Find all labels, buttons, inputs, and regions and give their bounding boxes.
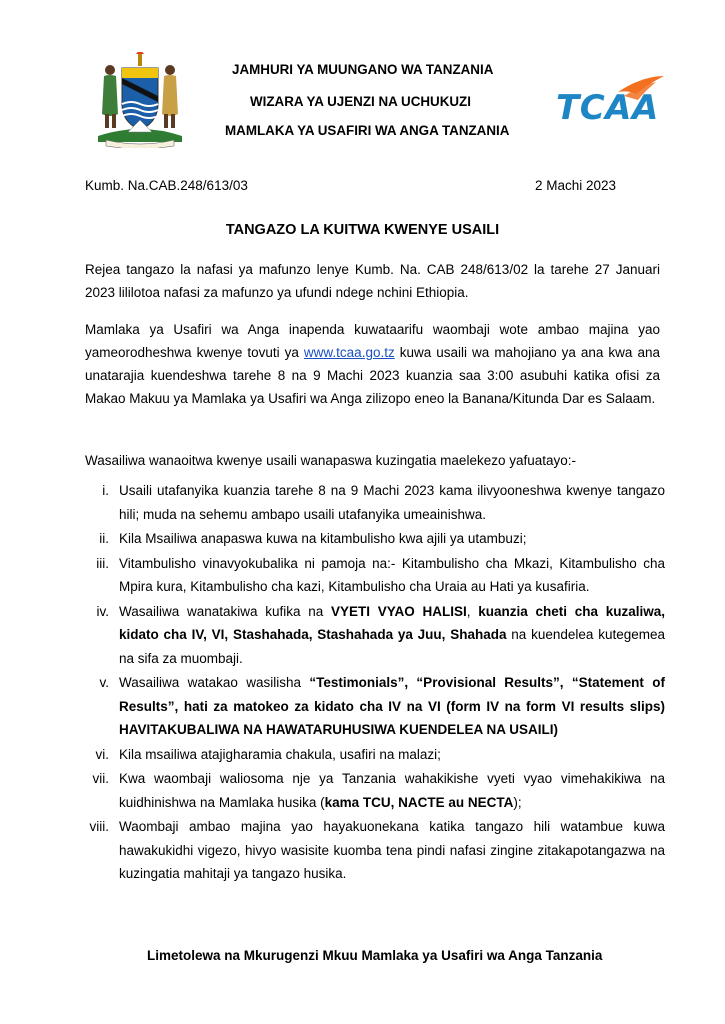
document-date: 2 Machi 2023	[535, 178, 617, 193]
announcement-text-before: Mamlaka ya Usafiri wa Anga inapenda kuwataarifu waombaji wote ambao majina yao yameorodheshwa kwenye tovuti ya	[85, 322, 660, 360]
coat-of-arms-emblem	[92, 52, 188, 148]
list-item-number: i.	[102, 483, 109, 498]
list-item	[85, 527, 665, 551]
list-item-text: Kila msailiwa atajigharamia chakula, usafiri na malazi;	[119, 746, 441, 762]
tcaa-logo-text: TCAA	[556, 88, 659, 128]
list-item-text: );	[513, 794, 522, 810]
list-item	[85, 552, 665, 599]
list-item	[85, 767, 665, 814]
list-item-text: ,	[466, 603, 479, 619]
list-item-text: Wasailiwa watakao wasilisha	[119, 675, 310, 690]
list-item-text: na kuendelea kutegemea na sifa za muombaji.	[119, 627, 666, 666]
list-item-text: Usaili utafanyika kuanzia tarehe 8 na 9 Machi 2023 kama ilivyooneshwa kwenye tangazo hili; muda na sehemu ambapo usaili utafanyika umeainishwa.	[119, 483, 665, 522]
list-item-text: Waombaji ambao majina yao hayakuonekana katika tangazo hili watambue kuwa hawakukidhi vigezo, hivyo wasisite kuomba tena pindi nafasi zingine zitakapotangazwa na kuzingatia mahitaji ya tangazo husika.	[119, 819, 665, 881]
list-item	[85, 815, 665, 886]
paragraph-intro: Rejea tangazo la nafasi ya mafunzo lenye Kumb. Na. CAB 248/613/02 la tarehe 27 Januari 2023 lililotoa nafasi za mafunzo ya ufundi ndege nchini Ethiopia.	[85, 262, 660, 300]
header-authority: MAMLAKA YA USAFIRI WA ANGA TANZANIA	[225, 123, 510, 138]
list-item-number: vi.	[95, 746, 109, 762]
list-item-bold: kuanzia cheti cha kuzaliwa, kidato cha IV, VI, Stashahada, Stashahada ya Juu, Shahada	[119, 603, 665, 642]
paragraph-announcement	[85, 318, 660, 410]
document-title: TANGAZO LA KUITWA KWENYE USAILI	[225, 222, 500, 238]
list-item-text: Wasailiwa wanatakiwa kufika na	[119, 603, 331, 619]
list-item	[85, 671, 665, 742]
list-item	[85, 600, 665, 671]
list-item-number: iii.	[96, 555, 109, 571]
list-item-bold: VYETI VYAO HALISI	[331, 603, 467, 619]
issued-by-footer: Limetolewa na Mkurugenzi Mkuu Mamlaka ya Usafiri wa Anga Tanzania	[147, 948, 603, 963]
list-item-bold: kama TCU, NACTE au NECTA	[324, 794, 514, 810]
list-item-number: v.	[99, 675, 109, 690]
list-item-text: Vitambulisho vinavyokubalika ni pamoja na:- Kitambulisho cha Mkazi, Kitambulisho cha Mpira kura, Kitambulisho cha kazi, Kitambulisho cha Uraia au Hati ya kusafiria.	[119, 555, 665, 594]
list-item	[85, 479, 665, 526]
website-link[interactable]: www.tcaa.go.tz	[303, 345, 395, 360]
list-item-text: Kwa waombaji waliosoma nje ya Tanzania wahakikishe vyeti vyao vimehakikiwa na kuidhinishwa na Mamlaka husika (	[119, 771, 665, 810]
header-ministry: WIZARA YA UJENZI NA UCHUKUZI	[250, 94, 471, 109]
instructions-list	[85, 479, 665, 887]
list-item	[85, 743, 665, 767]
list-item-number: viii.	[89, 819, 109, 834]
list-item-text: Kila Msailiwa anapaswa kuwa na kitambulisho kwa ajili ya utambuzi;	[119, 531, 527, 546]
list-item-number: vii.	[92, 771, 109, 786]
reference-number: Kumb. Na.CAB.248/613/03	[85, 178, 248, 193]
list-item-number: iv.	[96, 603, 109, 619]
paragraph-instructions-lead: Wasailiwa wanaoitwa kwenye usaili wanapaswa kuzingatia maelekezo yafuatayo:-	[85, 453, 577, 468]
list-item-bold: “Testimonials”, “Provisional Results”, “Statement of Results”, hati za matokeo za kidato cha IV na VI (form IV na form VI results slips) HAVITAKUBALIWA NA HAWATARUHUSIWA KUENDELEA NA USAILI)	[119, 675, 665, 737]
announcement-text-after: kuwa usaili wa mahojiano ya ana kwa ana unatarajia kuendeshwa tarehe 8 na 9 Machi 2023 kuanzia saa 3:00 asubuhi katika ofisi za Makao Makuu ya Mamlaka ya Usafiri wa Anga zilizopo eneo la Banana/Kitunda Dar es Salaam.	[85, 345, 660, 406]
list-item-number: ii.	[99, 531, 109, 546]
header-country: JAMHURI YA MUUNGANO WA TANZANIA	[232, 62, 494, 77]
